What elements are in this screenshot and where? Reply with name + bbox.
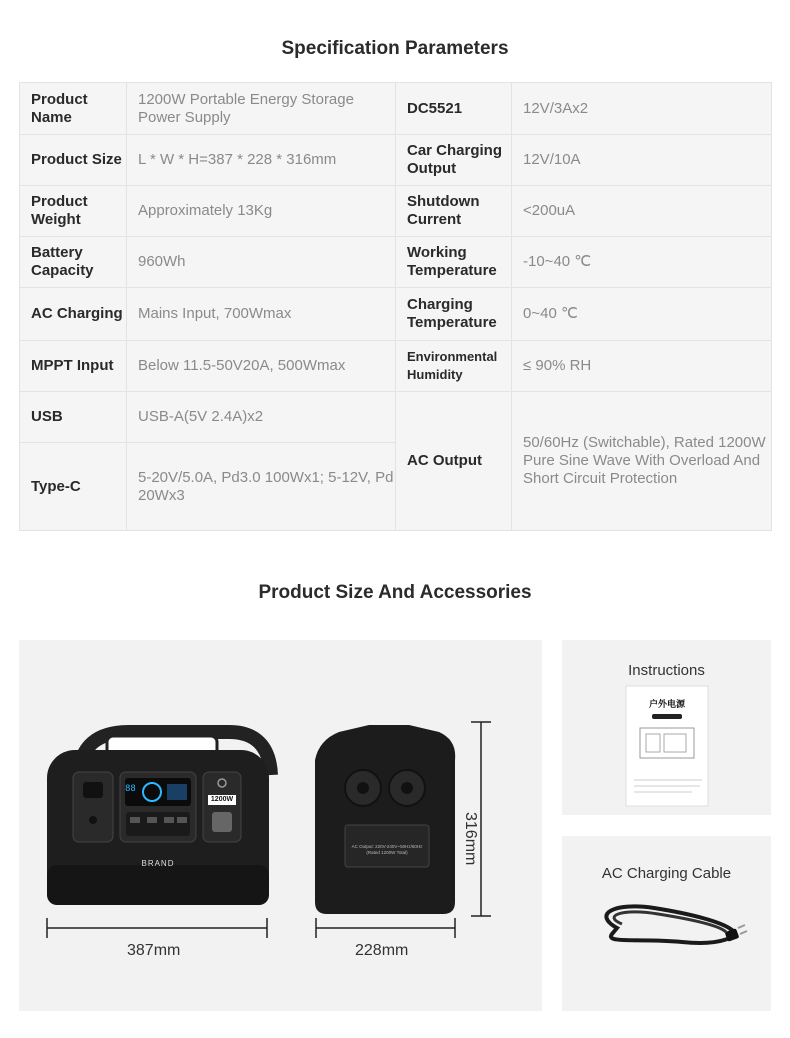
spec-value: 1200W Portable Energy Storage Power Supply: [127, 83, 396, 135]
spec-value: 50/60Hz (Switchable), Rated 1200W Pure Sine Wave With Overload And Short Circuit Protection: [512, 392, 772, 531]
spec-label: Product Name: [20, 83, 127, 135]
instructions-booklet-icon: [562, 640, 771, 815]
spec-value: L * W * H=387 * 228 * 316mm: [127, 135, 396, 186]
ac-cable-icon: [562, 836, 771, 1011]
spec-label: MPPT Input: [20, 341, 127, 392]
product-size-panel: [19, 640, 542, 1011]
spec-label: Product Weight: [20, 186, 127, 237]
table-row: [20, 392, 772, 443]
spec-value: Approximately 13Kg: [127, 186, 396, 237]
spec-label: Environmental Humidity: [396, 341, 512, 392]
spec-value: <200uA: [512, 186, 772, 237]
spec-value: 5-20V/5.0A, Pd3.0 100Wx1; 5-12V, Pd 20Wx3: [127, 443, 396, 531]
cable-panel: [562, 836, 771, 1011]
table-row: [20, 83, 772, 135]
spec-value: 12V/10A: [512, 135, 772, 186]
spec-label: Working Temperature: [396, 237, 512, 288]
spec-label: USB: [20, 392, 127, 443]
spec-value: Below 11.5-50V20A, 500Wmax: [127, 341, 396, 392]
power-badge: 1200W: [210, 796, 234, 803]
spec-label: AC Output: [396, 392, 512, 531]
spec-label: Shutdown Current: [396, 186, 512, 237]
spec-value: 12V/3Ax2: [512, 83, 772, 135]
spec-value: USB-A(5V 2.4A)x2: [127, 392, 396, 443]
height-dimension: 316mm: [462, 812, 479, 866]
spec-label: DC5521: [396, 83, 512, 135]
spec-value: 960Wh: [127, 237, 396, 288]
spec-value: 0~40 ℃: [512, 288, 772, 341]
spec-label: Car Charging Output: [396, 135, 512, 186]
table-row: [20, 341, 772, 392]
cable-title: AC Charging Cable: [601, 865, 732, 882]
brand-label: BRAND: [141, 859, 175, 868]
accessories-section-title: Product Size And Accessories: [258, 582, 532, 603]
instructions-title: Instructions: [628, 662, 705, 679]
spec-section-title: Specification Parameters: [281, 38, 509, 59]
display-digits: 88: [125, 784, 136, 794]
table-row: [20, 186, 772, 237]
spec-label: Product Size: [20, 135, 127, 186]
width-dimension: 228mm: [355, 942, 409, 959]
back-output-label: AC Output: 220V-240V~50Hz/60Hz (Rated 1200W Total): [351, 844, 423, 855]
spec-value: -10~40 ℃: [512, 237, 772, 288]
spec-label: Type-C: [20, 443, 127, 531]
spec-value: ≤ 90% RH: [512, 341, 772, 392]
booklet-title: 户外电源: [648, 699, 685, 709]
table-row: [20, 237, 772, 288]
spec-label: Charging Temperature: [396, 288, 512, 341]
spec-table: [19, 82, 772, 531]
spec-label: Battery Capacity: [20, 237, 127, 288]
spec-label: AC Charging: [20, 288, 127, 341]
table-row: [20, 135, 772, 186]
spec-value: Mains Input, 700Wmax: [127, 288, 396, 341]
table-row: [20, 288, 772, 341]
instructions-panel: [562, 640, 771, 815]
length-dimension: 387mm: [127, 942, 181, 959]
